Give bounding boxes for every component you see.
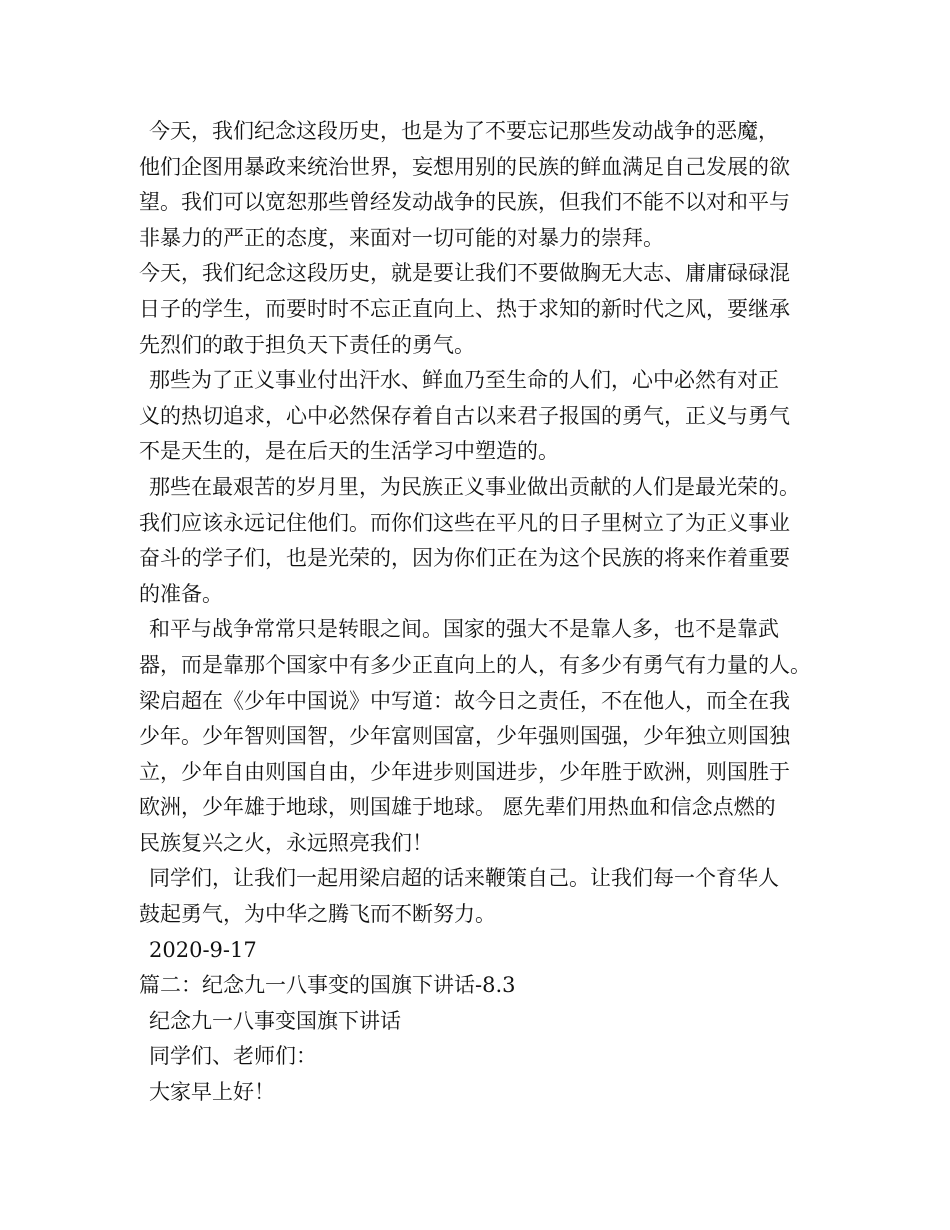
text-line: 立，少年自由则国自由，少年进步则国进步，少年胜于欧洲，则国胜于 bbox=[139, 759, 790, 784]
section-heading-text: 篇二：纪念九一八事变的国旗下讲话-8.3 bbox=[139, 973, 516, 998]
salutation bbox=[139, 1039, 829, 1075]
text-line: 我们应该永远记住他们。而你们这些在平凡的日子里树立了为正义事业 bbox=[139, 510, 790, 535]
paragraph-2 bbox=[139, 256, 829, 363]
text-line: 他们企图用暴政来统治世界，妄想用别的民族的鲜血满足自己发展的欲 bbox=[139, 154, 790, 179]
text-line: 那些在最艰苦的岁月里，为民族正义事业做出贡献的人们是最光荣的。 bbox=[149, 474, 800, 499]
salutation-text: 同学们、老师们： bbox=[149, 1044, 317, 1069]
text-line: 和平与战争常常只是转眼之间。国家的强大不是靠人多，也不是靠武 bbox=[149, 617, 779, 642]
document-body bbox=[139, 114, 829, 1111]
text-line: 先烈们的敢于担负天下责任的勇气。 bbox=[139, 332, 475, 357]
speech-title-text: 纪念九一八事变国旗下讲话 bbox=[149, 1008, 401, 1033]
text-line: 义的热切追求，心中必然保存着自古以来君子报国的勇气，正义与勇气 bbox=[139, 403, 790, 428]
text-line: 今天，我们纪念这段历史，也是为了不要忘记那些发动战争的恶魔， bbox=[149, 119, 779, 143]
paragraph-4 bbox=[139, 470, 829, 612]
text-line: 日子的学生，而要时时不忘正直向上、热于求知的新时代之风，要继承 bbox=[139, 296, 790, 321]
paragraph-1 bbox=[139, 114, 829, 256]
text-line: 同学们，让我们一起用梁启超的话来鞭策自己。让我们每一个育华人 bbox=[149, 866, 779, 891]
text-line: 少年。少年智则国智，少年富则国富，少年强则国强，少年独立则国独 bbox=[139, 724, 790, 749]
text-line: 器，而是靠那个国家中有多少正直向上的人，有多少有勇气有力量的人。 bbox=[139, 652, 811, 677]
speech-title bbox=[139, 1004, 829, 1040]
text-line: 非暴力的严正的态度，来面对一切可能的对暴力的崇拜。 bbox=[139, 225, 664, 250]
text-line: 欧洲，少年雄于地球，则国雄于地球。 愿先辈们用热血和信念点燃的 bbox=[139, 795, 776, 820]
date-line bbox=[139, 933, 829, 969]
text-line: 那些为了正义事业付出汗水、鲜血乃至生命的人们，心中必然有对正 bbox=[149, 368, 779, 393]
greeting bbox=[139, 1075, 829, 1111]
paragraph-5 bbox=[139, 612, 829, 861]
section-heading bbox=[139, 968, 829, 1004]
text-line: 不是天生的，是在后天的生活学习中塑造的。 bbox=[139, 439, 559, 464]
text-line: 望。我们可以宽恕那些曾经发动战争的民族，但我们不能不以对和平与 bbox=[139, 190, 790, 215]
paragraph-6 bbox=[139, 861, 829, 932]
greeting-text: 大家早上好！ bbox=[149, 1080, 275, 1105]
text-line: 梁启超在《少年中国说》中写道：故今日之责任，不在他人，而全在我 bbox=[139, 688, 790, 713]
text-line: 民族复兴之火，永远照亮我们！ bbox=[139, 830, 433, 855]
text-line: 今天，我们纪念这段历史，就是要让我们不要做胸无大志、庸庸碌碌混 bbox=[139, 261, 790, 286]
date-text: 2020-9-17 bbox=[149, 937, 257, 962]
text-line: 鼓起勇气，为中华之腾飞而不断努力。 bbox=[139, 902, 496, 927]
text-line: 奋斗的学子们，也是光荣的，因为你们正在为这个民族的将来作着重要 bbox=[139, 546, 790, 571]
paragraph-3 bbox=[139, 363, 829, 470]
text-line: 的准备。 bbox=[139, 581, 223, 606]
